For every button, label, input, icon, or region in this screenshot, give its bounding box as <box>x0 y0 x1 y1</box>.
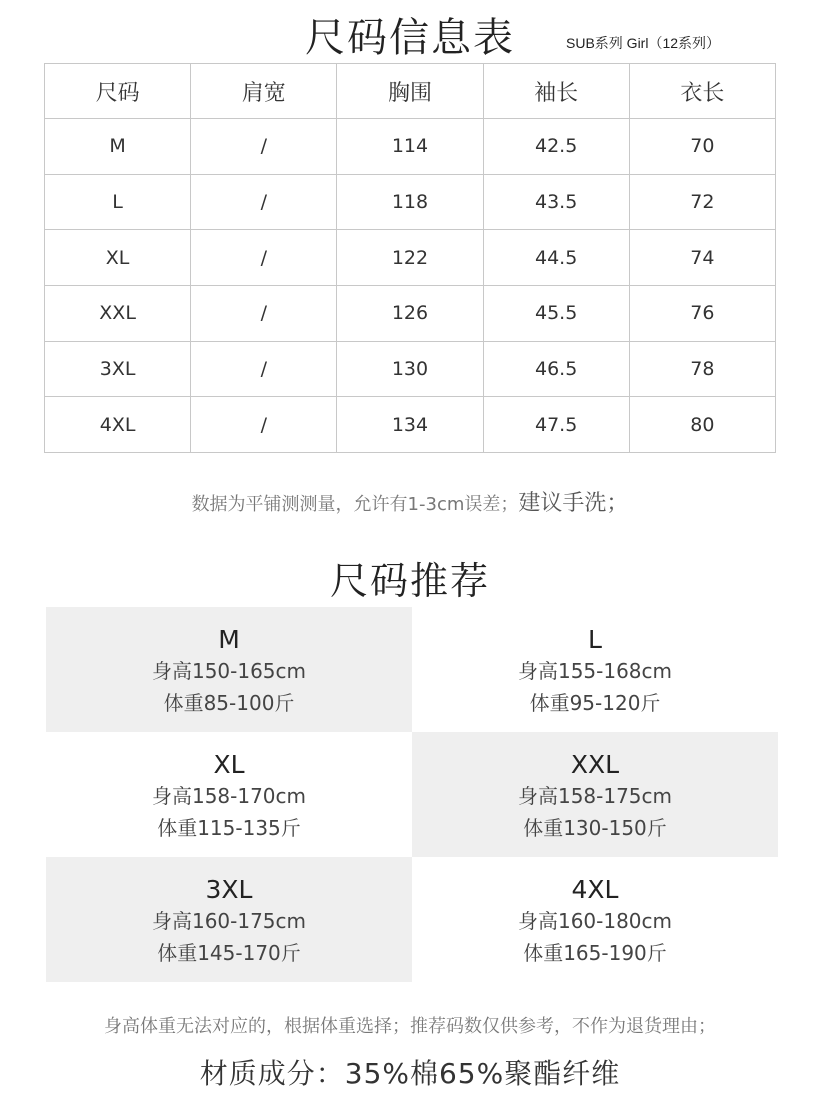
table-cell: 114 <box>337 119 483 175</box>
recommend-size: M <box>218 625 240 654</box>
table-cell: 126 <box>337 285 483 341</box>
table-row <box>45 174 776 230</box>
table-row <box>45 230 776 286</box>
series-subtitle: SUB系列 Girl（12系列） <box>566 35 721 51</box>
recommend-weight: 体重145-170斤 <box>157 941 301 965</box>
table-cell: 70 <box>629 119 775 175</box>
recommend-cell-xl <box>46 732 412 857</box>
recommend-size: 4XL <box>571 875 619 904</box>
table-cell: 80 <box>629 397 775 453</box>
table-row <box>45 341 776 397</box>
table-cell: L <box>45 174 191 230</box>
column-header-chest: 胸围 <box>337 64 483 119</box>
recommend-weight: 体重130-150斤 <box>523 816 667 840</box>
table-cell: 118 <box>337 174 483 230</box>
recommend-title: 尺码推荐 <box>329 559 490 603</box>
table-row <box>45 119 776 175</box>
measurement-note <box>0 486 820 517</box>
recommend-weight: 体重95-120斤 <box>529 691 661 715</box>
column-header-shoulder: 肩宽 <box>191 64 337 119</box>
table-cell: 44.5 <box>483 230 629 286</box>
table-cell: 4XL <box>45 397 191 453</box>
recommend-height: 身高160-180cm <box>517 909 673 933</box>
column-header-size: 尺码 <box>45 64 191 119</box>
recommend-disclaimer: 身高体重无法对应的，根据体重选择；推荐码数仅供参考，不作为退货理由； <box>104 1016 716 1037</box>
table-cell: 46.5 <box>483 341 629 397</box>
table-cell: 134 <box>337 397 483 453</box>
recommend-height: 身高160-175cm <box>151 909 307 933</box>
table-cell: 130 <box>337 341 483 397</box>
recommend-size: L <box>588 625 602 654</box>
page-title: 尺码信息表 <box>305 15 515 61</box>
table-cell: 42.5 <box>483 119 629 175</box>
table-cell: 43.5 <box>483 174 629 230</box>
table-cell: / <box>191 341 337 397</box>
size-table <box>44 63 776 453</box>
table-cell: 122 <box>337 230 483 286</box>
recommend-cell-3xl <box>46 857 412 982</box>
table-cell: 76 <box>629 285 775 341</box>
table-cell: 78 <box>629 341 775 397</box>
table-cell: XL <box>45 230 191 286</box>
recommend-size: 3XL <box>205 875 253 904</box>
table-row <box>45 285 776 341</box>
recommend-cell-xxl <box>412 732 778 857</box>
table-cell: M <box>45 119 191 175</box>
table-cell: 74 <box>629 230 775 286</box>
measurement-note-text: 数据为平铺测测量，允许有1-3cm误差； <box>191 494 519 515</box>
material-composition: 材质成分：35%棉65%聚酯纤维 <box>199 1057 621 1090</box>
recommend-weight: 体重85-100斤 <box>163 691 295 715</box>
table-cell: / <box>191 174 337 230</box>
wash-advice: 建议手洗； <box>518 491 629 516</box>
recommend-size: XXL <box>570 750 620 779</box>
recommend-cell-l <box>412 607 778 732</box>
column-header-length: 衣长 <box>629 64 775 119</box>
table-cell: / <box>191 397 337 453</box>
table-cell: 45.5 <box>483 285 629 341</box>
recommend-height: 身高158-175cm <box>517 784 673 808</box>
table-row <box>45 397 776 453</box>
column-header-sleeve: 袖长 <box>483 64 629 119</box>
table-header-row <box>45 64 776 119</box>
table-cell: 72 <box>629 174 775 230</box>
recommend-weight: 体重165-190斤 <box>523 941 667 965</box>
table-cell: 47.5 <box>483 397 629 453</box>
recommend-cell-m <box>46 607 412 732</box>
recommend-weight: 体重115-135斤 <box>157 816 301 840</box>
size-recommendation-grid <box>46 607 778 982</box>
table-cell: / <box>191 230 337 286</box>
recommend-height: 身高155-168cm <box>517 659 673 683</box>
recommend-size: XL <box>213 750 245 779</box>
table-cell: / <box>191 285 337 341</box>
table-cell: / <box>191 119 337 175</box>
recommend-cell-4xl <box>412 857 778 982</box>
table-cell: 3XL <box>45 341 191 397</box>
recommend-height: 身高150-165cm <box>151 659 307 683</box>
recommend-height: 身高158-170cm <box>151 784 307 808</box>
table-cell: XXL <box>45 285 191 341</box>
